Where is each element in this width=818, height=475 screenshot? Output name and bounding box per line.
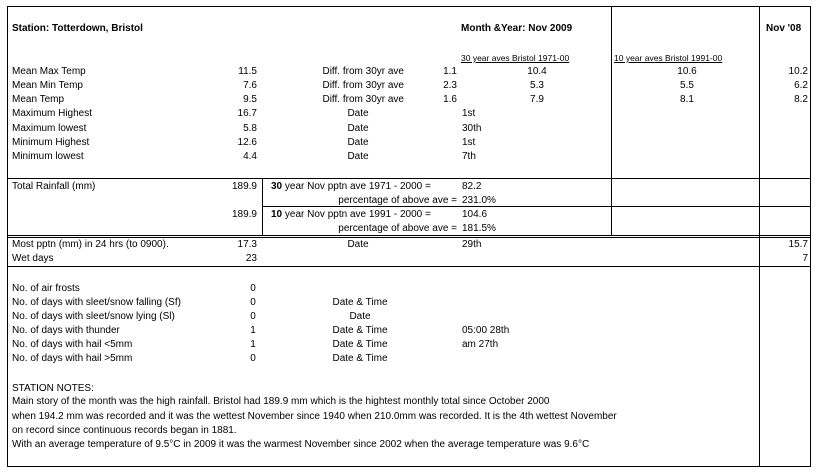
prev-value: 7 bbox=[802, 253, 808, 264]
days-label: No. of days with sleet/snow falling (Sf) bbox=[12, 297, 181, 308]
pct-value: 181.5% bbox=[462, 223, 496, 234]
extreme-value: 4.4 bbox=[243, 151, 257, 162]
date-label: Date bbox=[347, 151, 369, 162]
days-value: 1 bbox=[250, 325, 256, 336]
ave10-value: 8.1 bbox=[680, 94, 694, 105]
rainfall-label: Total Rainfall (mm) bbox=[12, 181, 96, 192]
extreme-date: 1st bbox=[462, 108, 476, 119]
rainfall-10yr-number: 10 bbox=[271, 209, 283, 220]
extreme-label: Minimum lowest bbox=[12, 151, 84, 162]
date-label: Date bbox=[347, 137, 369, 148]
pct-value: 231.0% bbox=[462, 195, 496, 206]
most-pptn-value: 17.3 bbox=[237, 239, 257, 250]
days-value: 0 bbox=[250, 311, 256, 322]
extreme-value: 5.8 bbox=[243, 123, 257, 134]
col-heading-10yr: 10 year aves Bristol 1991-00 bbox=[614, 53, 723, 63]
diff-value: 1.1 bbox=[443, 66, 457, 77]
temp-label: Mean Min Temp bbox=[12, 80, 83, 91]
extreme-date: 7th bbox=[462, 151, 476, 162]
date-time-label: Date & Time bbox=[332, 353, 388, 364]
diff-label: Diff. from 30yr ave bbox=[322, 66, 404, 77]
days-label: No. of days with sleet/snow lying (Sl) bbox=[12, 311, 175, 322]
ave10-value: 5.5 bbox=[680, 80, 694, 91]
rainfall-value: 189.9 bbox=[231, 181, 257, 192]
days-value: 1 bbox=[250, 339, 256, 350]
most-pptn-label: Most pptn (mm) in 24 hrs (to 0900). bbox=[12, 239, 169, 250]
divider bbox=[7, 235, 811, 238]
most-pptn-date: 29th bbox=[462, 239, 482, 250]
temp-value: 9.5 bbox=[243, 94, 257, 105]
temp-value: 11.5 bbox=[238, 66, 257, 77]
days-date-time: 05:00 28th bbox=[462, 325, 510, 336]
divider bbox=[262, 178, 263, 236]
prev-value: 15.7 bbox=[788, 239, 808, 250]
date-time-label: Date & Time bbox=[332, 297, 388, 308]
date-label: Date bbox=[347, 108, 369, 119]
col-heading-30yr: 30 year aves Bristol 1971-00 bbox=[461, 53, 570, 63]
rainfall-30yr-text: year Nov pptn ave 1971 - 2000 = bbox=[284, 181, 431, 192]
divider bbox=[7, 178, 811, 179]
divider bbox=[611, 6, 612, 178]
date-time-label: Date bbox=[349, 311, 371, 322]
temp-label: Mean Max Temp bbox=[12, 66, 86, 77]
days-label: No. of air frosts bbox=[12, 283, 80, 294]
prev-value: 6.2 bbox=[794, 80, 808, 91]
extreme-label: Maximum Highest bbox=[12, 108, 93, 119]
month-year: Month &Year: Nov 2009 bbox=[461, 23, 573, 34]
extreme-label: Minimum Highest bbox=[12, 137, 90, 148]
ave10-value: 10.6 bbox=[677, 66, 697, 77]
ave30-value: 7.9 bbox=[530, 94, 544, 105]
rainfall-30yr-number: 30 bbox=[271, 181, 283, 192]
temp-label: Mean Temp bbox=[12, 94, 65, 105]
ave30-value: 10.4 bbox=[527, 66, 547, 77]
date-label: Date bbox=[347, 239, 369, 250]
extreme-label: Maximum lowest bbox=[12, 123, 87, 134]
days-value: 0 bbox=[250, 297, 256, 308]
rainfall-30yr-line bbox=[271, 181, 431, 193]
wet-days-label: Wet days bbox=[12, 253, 54, 264]
days-label: No. of days with thunder bbox=[12, 325, 120, 336]
notes-line: With an average temperature of 9.5°C in 2009 it was the warmest November since 2002 when the average temperature was 9.6°C bbox=[12, 439, 590, 450]
pct-label: percentage of above ave = bbox=[338, 223, 457, 234]
diff-label: Diff. from 30yr ave bbox=[322, 80, 404, 91]
extreme-value: 16.7 bbox=[237, 108, 257, 119]
date-time-label: Date & Time bbox=[332, 339, 388, 350]
station-name: Station: Totterdown, Bristol bbox=[12, 23, 143, 34]
notes-line: when 194.2 mm was recorded and it was the wettest November since 1940 when 210.0mm was recorded. It is the 4th wettest November bbox=[12, 411, 617, 422]
days-date-time: am 27th bbox=[462, 339, 499, 350]
wet-days-value: 23 bbox=[245, 253, 257, 264]
rainfall-10yr-value: 104.6 bbox=[462, 209, 488, 220]
rainfall-value: 189.9 bbox=[231, 209, 257, 220]
diff-value: 1.6 bbox=[443, 94, 457, 105]
divider bbox=[611, 178, 612, 236]
date-label: Date bbox=[347, 123, 369, 134]
date-time-label: Date & Time bbox=[332, 325, 388, 336]
rainfall-10yr-line bbox=[271, 209, 431, 221]
notes-heading: STATION NOTES: bbox=[12, 383, 94, 394]
diff-label: Diff. from 30yr ave bbox=[322, 94, 404, 105]
temp-value: 7.6 bbox=[243, 80, 257, 91]
days-value: 0 bbox=[250, 353, 256, 364]
days-label: No. of days with hail >5mm bbox=[12, 353, 133, 364]
diff-value: 2.3 bbox=[443, 80, 457, 91]
extreme-value: 12.6 bbox=[237, 137, 257, 148]
notes-line: on record since continuous records began in 1881. bbox=[12, 425, 237, 436]
extreme-date: 1st bbox=[462, 137, 476, 148]
prev-year-heading: Nov '08 bbox=[766, 23, 802, 34]
rainfall-30yr-value: 82.2 bbox=[462, 181, 482, 192]
days-value: 0 bbox=[250, 283, 256, 294]
divider bbox=[759, 6, 760, 467]
pct-label: percentage of above ave = bbox=[338, 195, 457, 206]
prev-value: 10.2 bbox=[788, 66, 808, 77]
rainfall-10yr-text: year Nov pptn ave 1991 - 2000 = bbox=[284, 209, 431, 220]
ave30-value: 5.3 bbox=[530, 80, 544, 91]
days-label: No. of days with hail <5mm bbox=[12, 339, 133, 350]
extreme-date: 30th bbox=[462, 123, 482, 134]
prev-value: 8.2 bbox=[794, 94, 808, 105]
notes-line: Main story of the month was the high rainfall. Bristol had 189.9 mm which is the hightest monthly total since October 2000 bbox=[12, 396, 550, 407]
divider bbox=[7, 266, 811, 267]
